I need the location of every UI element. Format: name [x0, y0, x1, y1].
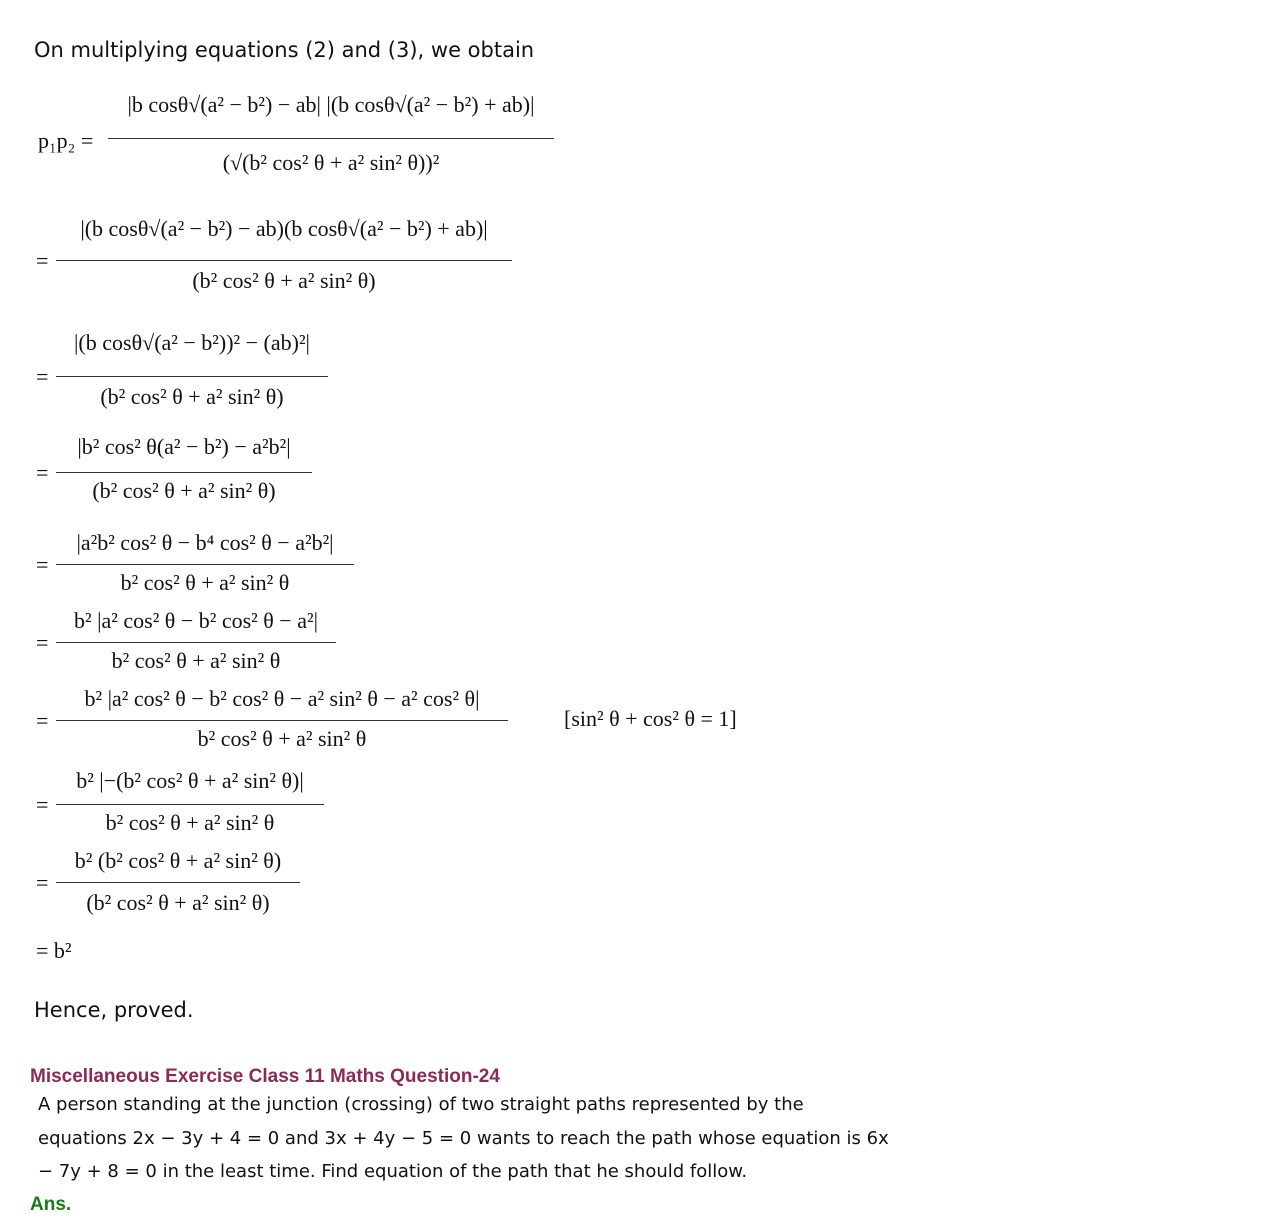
equals-sign: =: [36, 792, 49, 817]
step-8-fraction-bar: [56, 804, 324, 805]
answer-label: Ans.: [30, 1194, 72, 1215]
fraction-step-4: [56, 426, 312, 516]
step-8-denominator: b² cos² θ + a² sin² θ: [105, 810, 275, 835]
step-9-numerator: b² (b² cos² θ + a² sin² θ): [74, 848, 282, 873]
step-2-numerator: |(b cosθ√(a² − b²) − ab)(b cosθ√(a² − b²) + ab)|: [80, 216, 488, 241]
step-1-numerator: |b cosθ√(a² − b²) − ab| |(b cosθ√(a² − b²) + ab)|: [127, 92, 535, 117]
equals-sign: =: [36, 708, 49, 733]
step-5-denominator: b² cos² θ + a² sin² θ: [120, 570, 290, 595]
step-8-numerator: b² |−(b² cos² θ + a² sin² θ)|: [76, 768, 304, 793]
fraction-step-8: [56, 762, 324, 842]
identity-note: [sin² θ + cos² θ = 1]: [564, 706, 737, 731]
fraction-step-2: [56, 206, 512, 306]
equals-sign: =: [36, 248, 49, 273]
step-4-fraction-bar: [56, 472, 312, 473]
question-line-1: A person standing at the junction (crossing) of two straight paths represented by the: [38, 1094, 804, 1115]
step-3-denominator: (b² cos² θ + a² sin² θ): [100, 384, 284, 409]
step-2-denominator: (b² cos² θ + a² sin² θ): [192, 268, 376, 293]
step-9-denominator: (b² cos² θ + a² sin² θ): [86, 890, 270, 915]
step-7-fraction-bar: [56, 720, 508, 721]
equals-sign: =: [36, 870, 49, 895]
step-5-numerator: |a²b² cos² θ − b⁴ cos² θ − a²b²|: [76, 530, 334, 555]
step-3-numerator: |(b cosθ√(a² − b²))² − (ab)²|: [74, 330, 310, 355]
equals-sign: =: [36, 552, 49, 577]
equals-sign: =: [36, 630, 49, 655]
question-heading: Miscellaneous Exercise Class 11 Maths Question-24: [30, 1066, 500, 1087]
step-1-denominator: (√(b² cos² θ + a² sin² θ))²: [222, 150, 440, 175]
fraction-step-7: [56, 680, 508, 760]
fraction-step-5: [56, 526, 354, 606]
conclusion-text: Hence, proved.: [34, 998, 194, 1022]
intro-text: On multiplying equations (2) and (3), we obtain: [34, 38, 535, 62]
step-6-fraction-bar: [56, 642, 336, 643]
fraction-step-1: [108, 88, 554, 198]
step-4-denominator: (b² cos² θ + a² sin² θ): [92, 478, 276, 503]
step-6-denominator: b² cos² θ + a² sin² θ: [111, 648, 281, 673]
step-3-fraction-bar: [56, 376, 328, 377]
question-line-2: equations 2x − 3y + 4 = 0 and 3x + 4y − 5 = 0 wants to reach the path whose equation is 6x: [38, 1128, 889, 1149]
step-2-fraction-bar: [56, 260, 512, 261]
step-1-fraction-bar: [108, 138, 554, 139]
lhs-label: p₁p₂ =: [38, 128, 94, 153]
step-9-fraction-bar: [56, 882, 300, 883]
equals-sign: =: [36, 460, 49, 485]
step-5-fraction-bar: [56, 564, 354, 565]
final-result: = b²: [36, 938, 72, 963]
step-7-numerator: b² |a² cos² θ − b² cos² θ − a² sin² θ − a² cos² θ|: [84, 686, 480, 711]
question-line-3: − 7y + 8 = 0 in the least time. Find equation of the path that he should follow.: [38, 1161, 748, 1182]
fraction-step-9: [56, 842, 300, 932]
fraction-step-6: [56, 602, 336, 682]
step-6-numerator: b² |a² cos² θ − b² cos² θ − a²|: [74, 608, 318, 633]
step-7-denominator: b² cos² θ + a² sin² θ: [197, 726, 367, 751]
step-4-numerator: |b² cos² θ(a² − b²) − a²b²|: [77, 434, 291, 459]
fraction-step-3: [56, 318, 328, 418]
equals-sign: =: [36, 364, 49, 389]
